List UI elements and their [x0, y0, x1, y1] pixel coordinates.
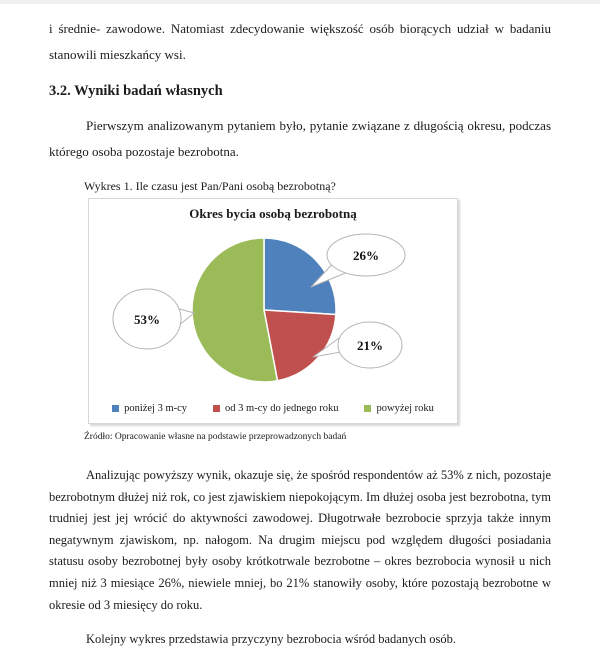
pie-chart-svg	[89, 199, 457, 423]
analysis-paragraph: Analizując powyższy wynik, okazuje się, że spośród respondentów aż 53% z nich, pozostaje bezrobotnym dłużej niż rok, co jest zjawiskiem niepokojącym. Im dłużej osoba jest bezrobotna, tym trudniej jest jej wrócić do aktywności zawodowej. Długotrwałe bezrobocie sprzyja także innym negatywnym zjawiskom, np. nałogom. Na drugim miejscu pod względem długości posiadania statusu osoby bezrobotnej były osoby krótkotrwale bezrobotne – okres bezrobocia wynosił u nich mniej niż 3 miesiące 26%, niewiele mniej, bo 21% stanowiły osoby, które pozostają bezrobotne w okresie od 3 miesięcy do roku.	[49, 468, 551, 612]
legend-label: od 3 m-cy do jednego roku	[225, 403, 339, 415]
closing-paragraph: Kolejny wykres przedstawia przyczyny bezrobocia wśród badanych osób.	[86, 631, 457, 646]
intro-paragraph: Pierwszym analizowanym pytaniem było, pytanie związane z długością okresu, podczas którego osoba pozostaje bezrobotna.	[49, 118, 551, 160]
pie-slices	[192, 238, 336, 382]
callout-21-label: 21%	[357, 338, 383, 354]
legend-item-3-months-to-year	[213, 403, 338, 414]
chart-title: Okres bycia osobą bezrobotną	[189, 206, 357, 222]
legend-label: poniżej 3 m-cy	[124, 403, 188, 415]
callout-26-percent	[311, 234, 405, 287]
callout-53-percent	[113, 289, 194, 349]
pie-slice-2	[192, 238, 278, 382]
legend-item-below-3-months	[112, 403, 187, 414]
pie-chart	[88, 198, 458, 424]
section-heading: 3.2. Wyniki badań własnych	[49, 83, 223, 99]
callout-53-label: 53%	[134, 312, 160, 328]
page-top-edge	[0, 0, 600, 4]
legend-swatch-green	[364, 405, 371, 412]
chart-source-note: Źródło: Opracowanie własne na podstawie przeprowadzonych badań	[84, 432, 347, 443]
intro-continuation-paragraph: i średnie- zawodowe. Natomiast zdecydowanie większość osób biorących udział w badaniu stanowili mieszkańcy wsi.	[49, 21, 551, 62]
legend-swatch-red	[213, 405, 220, 412]
callout-26-label: 26%	[353, 248, 379, 264]
legend-swatch-blue	[112, 405, 119, 412]
chart-caption: Wykres 1. Ile czasu jest Pan/Pani osobą bezrobotną?	[84, 179, 336, 194]
chart-legend	[89, 403, 457, 414]
legend-label: powyżej roku	[376, 403, 434, 415]
legend-item-over-a-year	[364, 403, 433, 414]
page-content	[0, 16, 600, 650]
